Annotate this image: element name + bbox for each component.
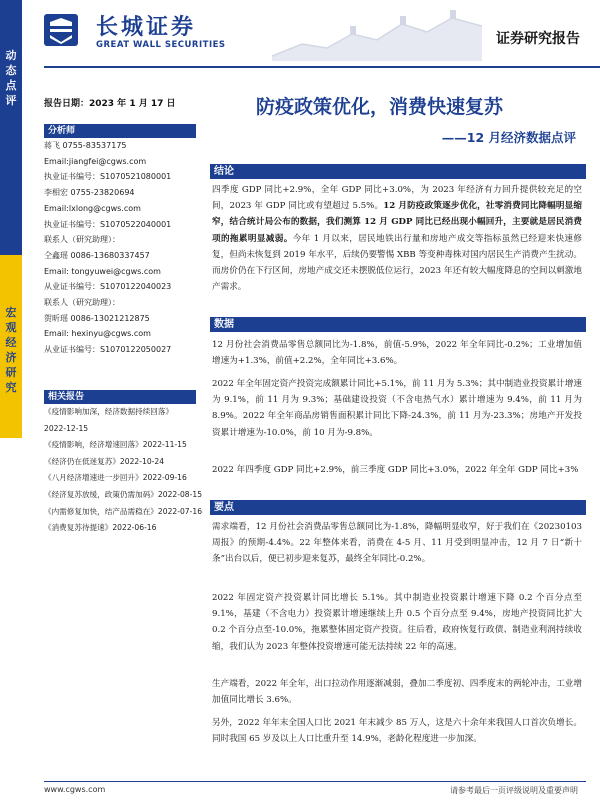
conclusion-text-a: 四季度 GDP 同比+2.9%，全年 GDP 同比+3.0%，为 2023 年经济有力回升提供较充足的空间，2023 年 GDP 同比或有望超过 5.5%。	[212, 185, 582, 212]
sidebar-char: 经	[5, 336, 17, 349]
analyst-info-line: 李相宏 0755-23820694	[44, 188, 135, 198]
footer-website-link[interactable]: www.cgws.com	[44, 785, 106, 794]
paragraph-point-2: 2022 年固定资产投资累计同比增长 5.1%。其中制造业投资累计增速下降 0.2 个百分点至 9.1%，基建（不含电力）投资累计增速继续上升 0.5 个百分点至 9.4%，房地产投资同比扩大 0.2 个百分点至-10.0%，拖累整体固定资产投资。往后看，政府恢复行政债、制造业利润持续收缩，我们认为 2023 年整体投资增速可能无法持续 22 年的高速。	[212, 593, 582, 652]
page-title: 防疫政策优化，消费快速复苏	[256, 96, 504, 118]
conclusion-text-bold: 12 月防疫政策逐步优化，社零消费同比降幅明显缩窄，结合统计局公布的数据，我们测算 12 月 GDP 同比已经出现小幅回升，主要就是居民消费项的拖累明显减弱。	[212, 201, 583, 244]
paragraph-data-2: 2022 年全年固定资产投资完成额累计同比+5.1%，前 11 月为 5.3%；其中制造业投资累计增速为 9.1%，前 11 月为 9.3%；基础建设投资（不含电热气水）累计增速为 9.4%，前 11 月为 8.9%。2022 年全年商品房销售面积累计同比下降-24.3%，前 11 月为-23.3%；房地产开发投资累计增速为-10.0%，前 10 月为-9.8%。	[212, 379, 582, 438]
sidebar-char: 态	[5, 64, 17, 77]
related-report-item[interactable]: 《疫情影响加深，经济数据持续回落》	[44, 407, 174, 416]
page-header	[22, 0, 600, 72]
related-reports-block	[44, 390, 203, 537]
analyst-info-line: Email: tongyuwei@cgws.com	[44, 266, 161, 276]
analyst-info-line: 贺昕瑶 0086-13021212875	[44, 313, 150, 323]
analyst-block	[44, 124, 196, 358]
paragraph-point-3: 生产端看，2022 年全年，出口拉动作用逐渐减弱，叠加二季度初、四季度末的两轮冲击，工业增加值同比增长 3.6%。	[212, 679, 582, 706]
sidebar-char: 济	[5, 351, 17, 364]
page-subtitle: ——12 月经济数据点评	[441, 130, 576, 145]
analyst-label: 分析师	[44, 124, 196, 138]
sidebar-char: 点	[5, 79, 17, 92]
footer-divider	[44, 781, 586, 782]
section-header-data: 数据	[210, 317, 586, 332]
related-reports-label: 相关报告	[44, 390, 196, 404]
related-report-item[interactable]: 《经济复苏放缓，政策仍需加码》2022-08-15	[44, 489, 203, 499]
analyst-info-line: Email:lxlong@cgws.com	[44, 203, 141, 213]
related-report-item[interactable]: 《八月经济增速进一步回升》2022-09-16	[44, 473, 187, 483]
sidebar-char: 观	[5, 321, 17, 334]
report-date: 报告日期：2023 年 1 月 17 日	[44, 99, 176, 109]
sidebar-top-band	[0, 0, 22, 255]
sidebar-char: 动	[5, 49, 17, 62]
sidebar-char: 宏	[5, 306, 17, 319]
great-wall-logo-icon	[44, 14, 78, 46]
related-report-item[interactable]: 《内需修复加快，结产品需稳在》2022-07-16	[44, 506, 203, 516]
related-reports-list	[44, 404, 203, 537]
sidebar	[0, 0, 22, 800]
paragraph-data-1: 12 月份社会消费品零售总额同比为-1.8%，前值-5.9%，2022 年全年同比-0.2%；工业增加值增速为+1.3%，前值+2.2%，全年同比+3.6%。	[212, 340, 582, 367]
related-report-item[interactable]: 《疫情影响，经济增速回落》2022-11-15	[44, 440, 187, 450]
related-report-item[interactable]: 2022-12-15	[44, 423, 89, 433]
brand-name-cn: 长城证券	[96, 15, 197, 40]
section-header-conclusion: 结论	[210, 164, 586, 179]
sidebar-char: 究	[5, 381, 17, 394]
sidebar-bottom-band	[0, 438, 22, 800]
section-header-points: 要点	[210, 500, 586, 515]
analyst-info-line: 联系人（研究助理）：	[44, 235, 120, 245]
analyst-info-line: 从业证书编号：S1070122040023	[44, 282, 172, 292]
sidebar-char: 研	[5, 366, 17, 379]
related-report-item[interactable]: 《消费复苏待提速》2022-06-16	[44, 523, 157, 533]
report-type-label: 证券研究报告	[496, 31, 580, 47]
analyst-info-line: 执业证书编号：S1070522040001	[44, 219, 172, 229]
analyst-info-line: Email: hexinyu@cgws.com	[44, 329, 151, 339]
brand-name-en: GREAT WALL SECURITIES	[96, 40, 226, 50]
paragraph-point-1: 需求端看，12 月份社会消费品零售总额同比为-1.8%，降幅明显收窄，好于我们在《20230103 周报》的预期-4.4%。22 年整体来看，消费在 4-5 月、11 月受到明显冲击，12 月 7 日“新十条”出台以后，便已初步迎来复苏，最终全年同比-0.2%。	[212, 522, 582, 565]
paragraph-data-3: 2022 年四季度 GDP 同比+2.9%，前三季度 GDP 同比+3.0%，2022 年全年 GDP 同比+3%	[212, 465, 579, 475]
analyst-info-line: 联系人（研究助理）：	[44, 298, 120, 308]
sidebar-char: 评	[5, 94, 17, 107]
analyst-info-line: 仝鑫瑶 0086-13680337457	[44, 250, 150, 260]
footer-disclaimer: 请参考最后一页评级说明及重要声明	[450, 786, 578, 795]
header-divider	[44, 66, 600, 68]
paragraph-conclusion	[212, 182, 582, 295]
analyst-info-line: 从业证书编号：S1070122050027	[44, 345, 172, 355]
conclusion-text-b: 今年 1 月以来，居民地铁出行量和房地产成交等指标虽然已经迎来快速修复，但尚未恢复到 2019 年水平，后续仍要警惕 XBB 等变种毒株对国内居民生产消费产生扰动。而房价仍在下行区间，房地产成交还未摆脱低位运行，2023 年还有较大幅度降息的空间以刺激地产需求。	[212, 233, 582, 293]
sidebar-label-macro-research	[0, 305, 22, 395]
great-wall-illustration-icon	[272, 6, 482, 61]
analyst-info-line: Email:jiangfei@cgws.com	[44, 156, 147, 166]
paragraph-point-4: 另外，2022 年年末全国人口比 2021 年末减少 85 万人，这是六十余年来我国人口首次负增长。同时我国 65 岁及以上人口比重升至 14.9%，老龄化程度进一步加深。	[212, 718, 582, 745]
analyst-lines	[44, 138, 196, 358]
sidebar-label-dynamic-review	[0, 48, 22, 108]
analyst-info-line: 蒋飞 0755-83537175	[44, 141, 127, 150]
related-report-item[interactable]: 《经济仍在低迷复苏》2022-10-24	[44, 456, 165, 466]
analyst-info-line: 执业证书编号：S1070521080001	[44, 172, 172, 182]
